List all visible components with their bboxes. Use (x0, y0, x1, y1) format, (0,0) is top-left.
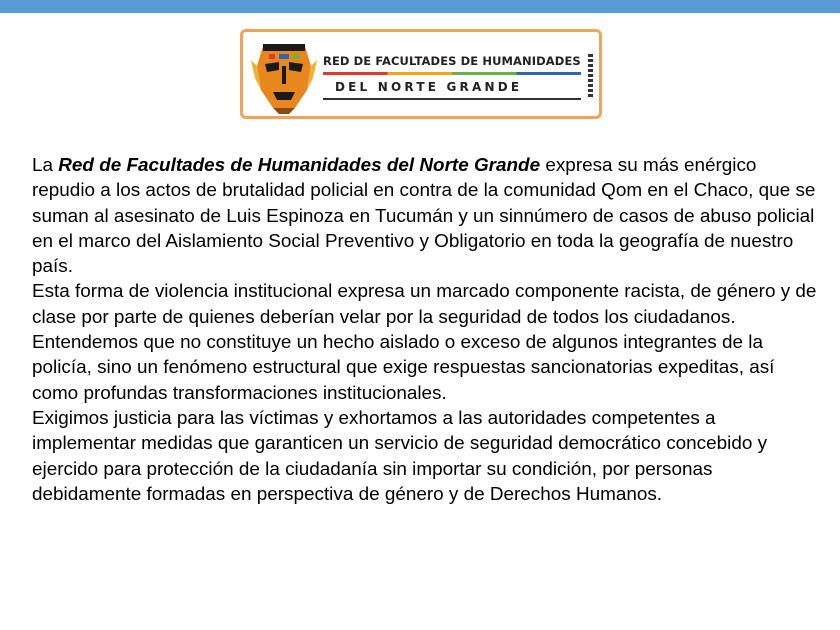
logo-title: RED DE FACULTADES DE HUMANIDADES (323, 54, 581, 68)
logo-color-stripe (323, 72, 581, 75)
logo-subtitle: DEL NORTE GRANDE (335, 80, 523, 94)
mask-logo-icon (249, 38, 319, 114)
statement-text (32, 153, 822, 507)
paragraph-2: Esta forma de violencia institucional expresa un marcado componente racista, de género y de clase por parte de quienes deberían velar por la seguridad de todos los ciudadanos. Entendemos que no constituye un hecho aislado o exceso de algunos integrantes de la policía, sino un fenómeno estructural que exige respuestas sancionatorias expeditas, así como profundas transformaciones institucionales. (32, 281, 817, 404)
top-bar (0, 0, 840, 13)
organization-name: Red de Facultades de Humanidades del Norte Grande (58, 155, 541, 176)
logo-side-pattern (588, 54, 593, 98)
paragraph-1 (32, 153, 822, 279)
paragraph-1-body: expresa su más enérgico repudio a los actos de brutalidad policial en contra de la comunidad Qom en el Chaco, que se suman al asesinato de Luis Espinoza en Tucumán y un sinnúmero de casos de abuso policial en el marco del Aislamiento Social Preventivo y Obligatorio en toda la geografía de nuestro país. (32, 155, 816, 278)
paragraph-1-lead: La (32, 155, 59, 176)
logo-rule (323, 98, 581, 100)
logo (240, 29, 602, 119)
paragraph-3: Exigimos justicia para las víctimas y exhortamos a las autoridades competentes a implementar medidas que garanticen un servicio de seguridad democrático concebido y ejercido para protección de la ciudadanía sin importar su condición, por personas debidamente formadas en perspectiva de género y de Derechos Humanos. (32, 407, 768, 505)
